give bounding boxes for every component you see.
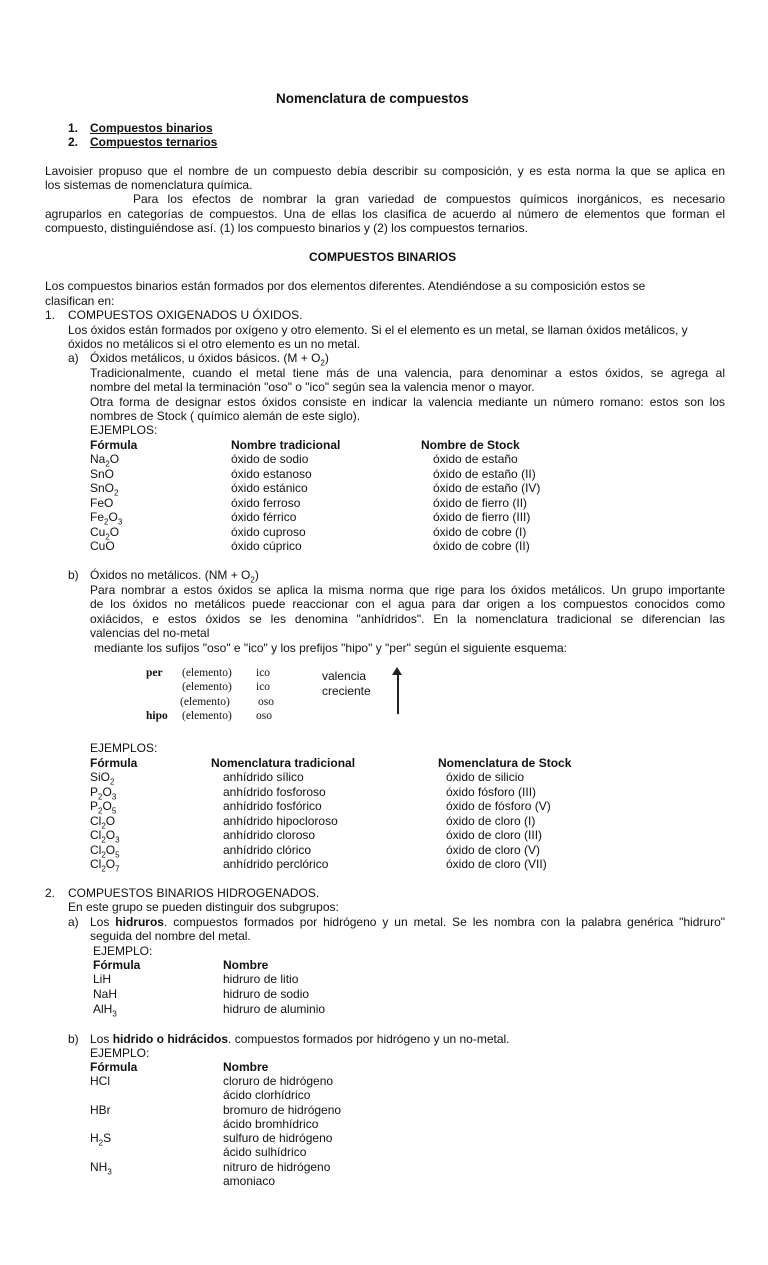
formula-subscript: 2 bbox=[105, 459, 110, 469]
section-heading: COMPUESTOS BINARIOS bbox=[309, 250, 457, 264]
formula-part: AlH bbox=[93, 1002, 113, 1016]
toc-item-compuestos-binarios[interactable]: Compuestos binarios bbox=[90, 121, 213, 135]
body-text: seguida del nombre del metal. bbox=[90, 929, 251, 943]
table-header: Nombre bbox=[223, 958, 269, 972]
table-header: Fórmula bbox=[90, 438, 138, 452]
nombre-tradicional: óxido férrico bbox=[231, 510, 297, 524]
nombre-tradicional: óxido estanoso bbox=[231, 466, 312, 481]
formula-part: SnO bbox=[90, 466, 115, 481]
formula-part: H bbox=[90, 1131, 99, 1145]
formula-part: O bbox=[105, 813, 116, 828]
nombre-tradicional: anhídrido hipocloroso bbox=[223, 813, 338, 828]
table-header: Nombre tradicional bbox=[231, 438, 341, 452]
toc-number: 1. bbox=[68, 121, 79, 135]
nombre-stock: óxido de estaño bbox=[433, 452, 518, 466]
nombre-stock: óxido de cobre (I) bbox=[433, 524, 527, 539]
body-text: Los hidruros. compuestos formados por hidrógeno y un metal. Se les nombra con la palabra genérica "hidruro" bbox=[90, 915, 725, 929]
nombre-tradicional: anhídrido fosforoso bbox=[223, 784, 326, 799]
nombre-stock: óxido de fósforo (V) bbox=[446, 799, 551, 813]
formula-subscript: 2 bbox=[101, 849, 106, 859]
table-header: Nomenclatura tradicional bbox=[211, 756, 356, 770]
table-header: Fórmula bbox=[93, 958, 141, 972]
subsection-heading: Óxidos no metálicos. $(NM + O_2)$ bbox=[90, 568, 259, 585]
nombre-stock: óxido de cloro (I) bbox=[446, 813, 536, 828]
formula-part: O bbox=[109, 524, 120, 539]
nombre-tradicional: anhídrido perclórico bbox=[223, 857, 329, 871]
formula-part: SiO bbox=[90, 770, 111, 784]
body-text: valencias del no-metal bbox=[90, 626, 210, 640]
nombre-tradicional: óxido ferroso bbox=[231, 495, 301, 510]
formula-subscript: 2 bbox=[101, 835, 106, 845]
formula-part: Cl bbox=[90, 813, 102, 828]
formula-subscript: 3 bbox=[115, 835, 120, 845]
subsection-letter: b) bbox=[68, 1032, 79, 1046]
page-title: Nomenclatura de compuestos bbox=[276, 91, 469, 106]
table-header: Nombre bbox=[223, 1060, 269, 1074]
formula-subscript: 5 bbox=[111, 806, 117, 816]
table-header: Fórmula bbox=[90, 1060, 138, 1074]
body-text: En este grupo se pueden distinguir dos subgrupos: bbox=[68, 900, 339, 914]
body-text: nombre del metal la terminación "oso" o "ico" según sea la valencia menor o mayor. bbox=[90, 380, 535, 394]
table-header: Fórmula bbox=[90, 756, 138, 770]
arrow-up-icon bbox=[397, 672, 399, 714]
nombre-stock: óxido de cobre (II) bbox=[433, 539, 530, 553]
scheme-element: (elemento) bbox=[182, 681, 232, 693]
scheme-element: (elemento) bbox=[180, 696, 230, 708]
nombre: ácido sulhídrico bbox=[223, 1145, 307, 1159]
formula bbox=[90, 467, 114, 481]
nombre: ácido bromhídrico bbox=[223, 1116, 319, 1131]
section-number: 2. bbox=[45, 886, 56, 900]
formula-subscript: 7 bbox=[115, 864, 120, 874]
formula-part: Fe bbox=[90, 510, 105, 524]
intro-text: compuesto, distinguiéndose así. (1) los compuesto binarios y (2) los compuestos ternarios. bbox=[45, 221, 528, 235]
formula-part: O bbox=[109, 452, 120, 466]
scheme-element: (elemento) bbox=[182, 710, 232, 722]
body-text: Los óxidos están formados por oxígeno y otro elemento. Si el el elemento es un metal, se llaman óxidos metálicos, y bbox=[68, 323, 688, 337]
formula-part: S bbox=[103, 1131, 112, 1145]
scheme-suffix: ico bbox=[256, 667, 271, 679]
nombre-tradicional: anhídrido clórico bbox=[223, 842, 312, 857]
body-text: Los compuestos binarios están formados por dos elementos diferentes. Atendiéndose a su composición estos se bbox=[45, 279, 646, 293]
toc-item-compuestos-ternarios[interactable]: Compuestos ternarios bbox=[90, 135, 218, 149]
nombre-stock: óxido fósforo (III) bbox=[446, 784, 537, 799]
nombre: hidruro de litio bbox=[223, 972, 299, 986]
body-text: nombres de Stock ( químico alemán de este siglo). bbox=[90, 409, 361, 423]
body-text: mediante los sufijos "oso" e "ico" y los prefijos "hipo" y "per" según el siguiente esquema: bbox=[94, 641, 567, 655]
nombre: hidruro de aluminio bbox=[223, 1002, 326, 1016]
formula-subscript: 2 bbox=[101, 864, 106, 874]
nombre: bromuro de hidrógeno bbox=[223, 1102, 342, 1117]
formula bbox=[93, 972, 111, 986]
formula-subscript: 5 bbox=[115, 849, 120, 859]
nombre-stock: óxido de estaño (IV) bbox=[433, 481, 541, 495]
nombre: ácido clorhídrico bbox=[223, 1088, 311, 1102]
formula-part: O bbox=[105, 828, 116, 842]
formula-part: O bbox=[102, 799, 112, 813]
formula-part: CuO bbox=[90, 539, 115, 553]
formula-part: O bbox=[105, 842, 116, 857]
subsection-letter: a) bbox=[68, 915, 79, 929]
formula-subscript: 3 bbox=[111, 791, 117, 801]
nombre-stock: óxido de fierro (III) bbox=[433, 510, 531, 524]
nombre-tradicional: óxido estánico bbox=[231, 481, 308, 495]
toc-number: 2. bbox=[68, 135, 79, 149]
examples-label: EJEMPLO: bbox=[90, 1046, 150, 1060]
formula-part: NaH bbox=[93, 987, 118, 1001]
formula-part: O bbox=[102, 784, 112, 799]
valencia-label: valencia bbox=[322, 669, 367, 683]
nombre: hidruro de sodio bbox=[223, 987, 310, 1001]
body-text: Para nombrar a estos óxidos se aplica la misma norma que rige para los óxidos metálicos. Un grupo importante bbox=[90, 583, 725, 597]
section-heading: COMPUESTOS BINARIOS HIDROGENADOS. bbox=[68, 886, 320, 900]
formula-subscript: 2 bbox=[104, 517, 109, 527]
nombre: sulfuro de hidrógeno bbox=[223, 1131, 333, 1145]
nombre: cloruro de hidrógeno bbox=[223, 1074, 334, 1088]
nombre-tradicional: anhídrido cloroso bbox=[223, 828, 316, 842]
nombre: nitruro de hidrógeno bbox=[223, 1159, 331, 1174]
formula bbox=[90, 1131, 111, 1150]
formula bbox=[90, 496, 113, 510]
nombre-tradicional: anhídrido sílico bbox=[223, 770, 304, 784]
valencia-label: creciente bbox=[322, 684, 371, 698]
formula-part: Na bbox=[90, 452, 106, 466]
formula-part: Cl bbox=[90, 828, 102, 842]
body-text: de los óxidos no metálicos puede reaccionar con el agua para dar origen a los compuestos conocidos como bbox=[90, 597, 725, 611]
formula-part: LiH bbox=[93, 972, 112, 986]
formula-subscript: 2 bbox=[98, 791, 103, 801]
scheme-suffix: ico bbox=[256, 681, 271, 693]
nombre-tradicional: óxido cuproso bbox=[231, 524, 306, 539]
formula bbox=[93, 1002, 117, 1021]
formula-part: Cl bbox=[90, 842, 102, 857]
table-header: Nombre de Stock bbox=[421, 438, 520, 452]
table-header: Nomenclatura de Stock bbox=[438, 756, 572, 770]
formula bbox=[90, 539, 115, 553]
scheme-element: (elemento) bbox=[182, 667, 232, 679]
nombre-stock: óxido de cloro (V) bbox=[446, 842, 541, 857]
body-text: oxiácidos, e estos óxidos se les denomina "anhídridos". En la nomenclatura tradicional se diferencian las bbox=[90, 612, 725, 626]
formula-part: P bbox=[90, 799, 99, 813]
body-text: óxidos no metálicos si el otro elemento es un no metal. bbox=[68, 337, 361, 351]
formula-subscript: 2 bbox=[110, 777, 115, 787]
scheme-prefix: hipo bbox=[146, 710, 168, 722]
formula-subscript: 2 bbox=[101, 820, 106, 830]
formula bbox=[90, 1103, 111, 1117]
section-heading: COMPUESTOS OXIGENADOS U ÓXIDOS. bbox=[68, 308, 303, 322]
intro-text: Para los efectos de nombrar la gran variedad de compuestos químicos inorgánicos, es necesario bbox=[133, 192, 725, 206]
formula-part: O bbox=[108, 510, 118, 524]
formula-subscript: 3 bbox=[112, 1009, 117, 1019]
intro-text: los sistemas de nomenclatura química. bbox=[45, 178, 253, 192]
formula-part: P bbox=[90, 784, 99, 799]
formula bbox=[90, 1160, 112, 1179]
formula-part: O bbox=[105, 857, 116, 871]
intro-text: Lavoisier propuso que el nombre de un compuesto debía describir su composición, y es esta norma la que se aplica en bbox=[45, 164, 725, 178]
examples-label: EJEMPLO: bbox=[93, 944, 153, 958]
formula bbox=[90, 1074, 110, 1088]
formula bbox=[93, 987, 117, 1001]
intro-text: agruparlos en categorías de compuestos. Una de ellas los clasifica de acuerdo al número de elementos que forman el bbox=[45, 207, 725, 221]
scheme-suffix: oso bbox=[256, 710, 272, 722]
formula-part: FeO bbox=[90, 495, 114, 510]
arrow-up-icon bbox=[392, 667, 402, 675]
formula-part: Cu bbox=[90, 524, 106, 539]
nombre-stock: óxido de cloro (VII) bbox=[446, 857, 547, 871]
formula-part: HBr bbox=[90, 1102, 111, 1117]
nombre-stock: óxido de fierro (II) bbox=[433, 495, 528, 510]
formula-subscript: 2 bbox=[105, 531, 110, 541]
nombre-stock: óxido de estaño (II) bbox=[433, 466, 536, 481]
body-text: clasifican en: bbox=[45, 294, 115, 308]
subsection-letter: a) bbox=[68, 351, 79, 365]
examples-label: EJEMPLOS: bbox=[90, 741, 158, 755]
formula-subscript: 2 bbox=[98, 806, 103, 816]
subsection-heading: Óxidos metálicos, u óxidos básicos. $(M + O_2)$ bbox=[90, 351, 329, 368]
formula-subscript: 3 bbox=[117, 517, 123, 527]
formula-subscript: 2 bbox=[98, 1138, 104, 1148]
nombre-stock: óxido de cloro (III) bbox=[446, 828, 543, 842]
nombre-tradicional: óxido cúprico bbox=[231, 539, 302, 553]
body-text: Tradicionalmente, cuando el metal tiene más de una valencia, para denominar a estos óxidos, se agrega al bbox=[90, 366, 725, 380]
body-text: Otra forma de designar estos óxidos consiste en indicar la valencia mediante un número romano: estos son los bbox=[90, 395, 725, 409]
formula-part: NH bbox=[90, 1159, 108, 1174]
formula bbox=[90, 857, 120, 876]
nombre-tradicional: óxido de sodio bbox=[231, 452, 309, 466]
formula-subscript: 3 bbox=[107, 1166, 112, 1176]
subsection-letter: b) bbox=[68, 568, 79, 582]
nombre-stock: óxido de silicio bbox=[446, 770, 525, 784]
nombre: amoniaco bbox=[223, 1173, 276, 1188]
nombre-tradicional: anhídrido fosfórico bbox=[223, 799, 322, 813]
formula-part: Cl bbox=[90, 857, 102, 871]
scheme-prefix: per bbox=[146, 667, 163, 679]
formula-part: HCl bbox=[90, 1074, 110, 1088]
examples-label: EJEMPLOS: bbox=[90, 423, 158, 437]
formula-part: SnO bbox=[90, 481, 115, 495]
body-text: Los hidrido o hidrácidos. compuestos formados por hidrógeno y un no-metal. bbox=[90, 1032, 510, 1046]
section-number: 1. bbox=[45, 308, 56, 322]
scheme-suffix: oso bbox=[258, 696, 274, 708]
formula-subscript: 2 bbox=[114, 488, 119, 498]
